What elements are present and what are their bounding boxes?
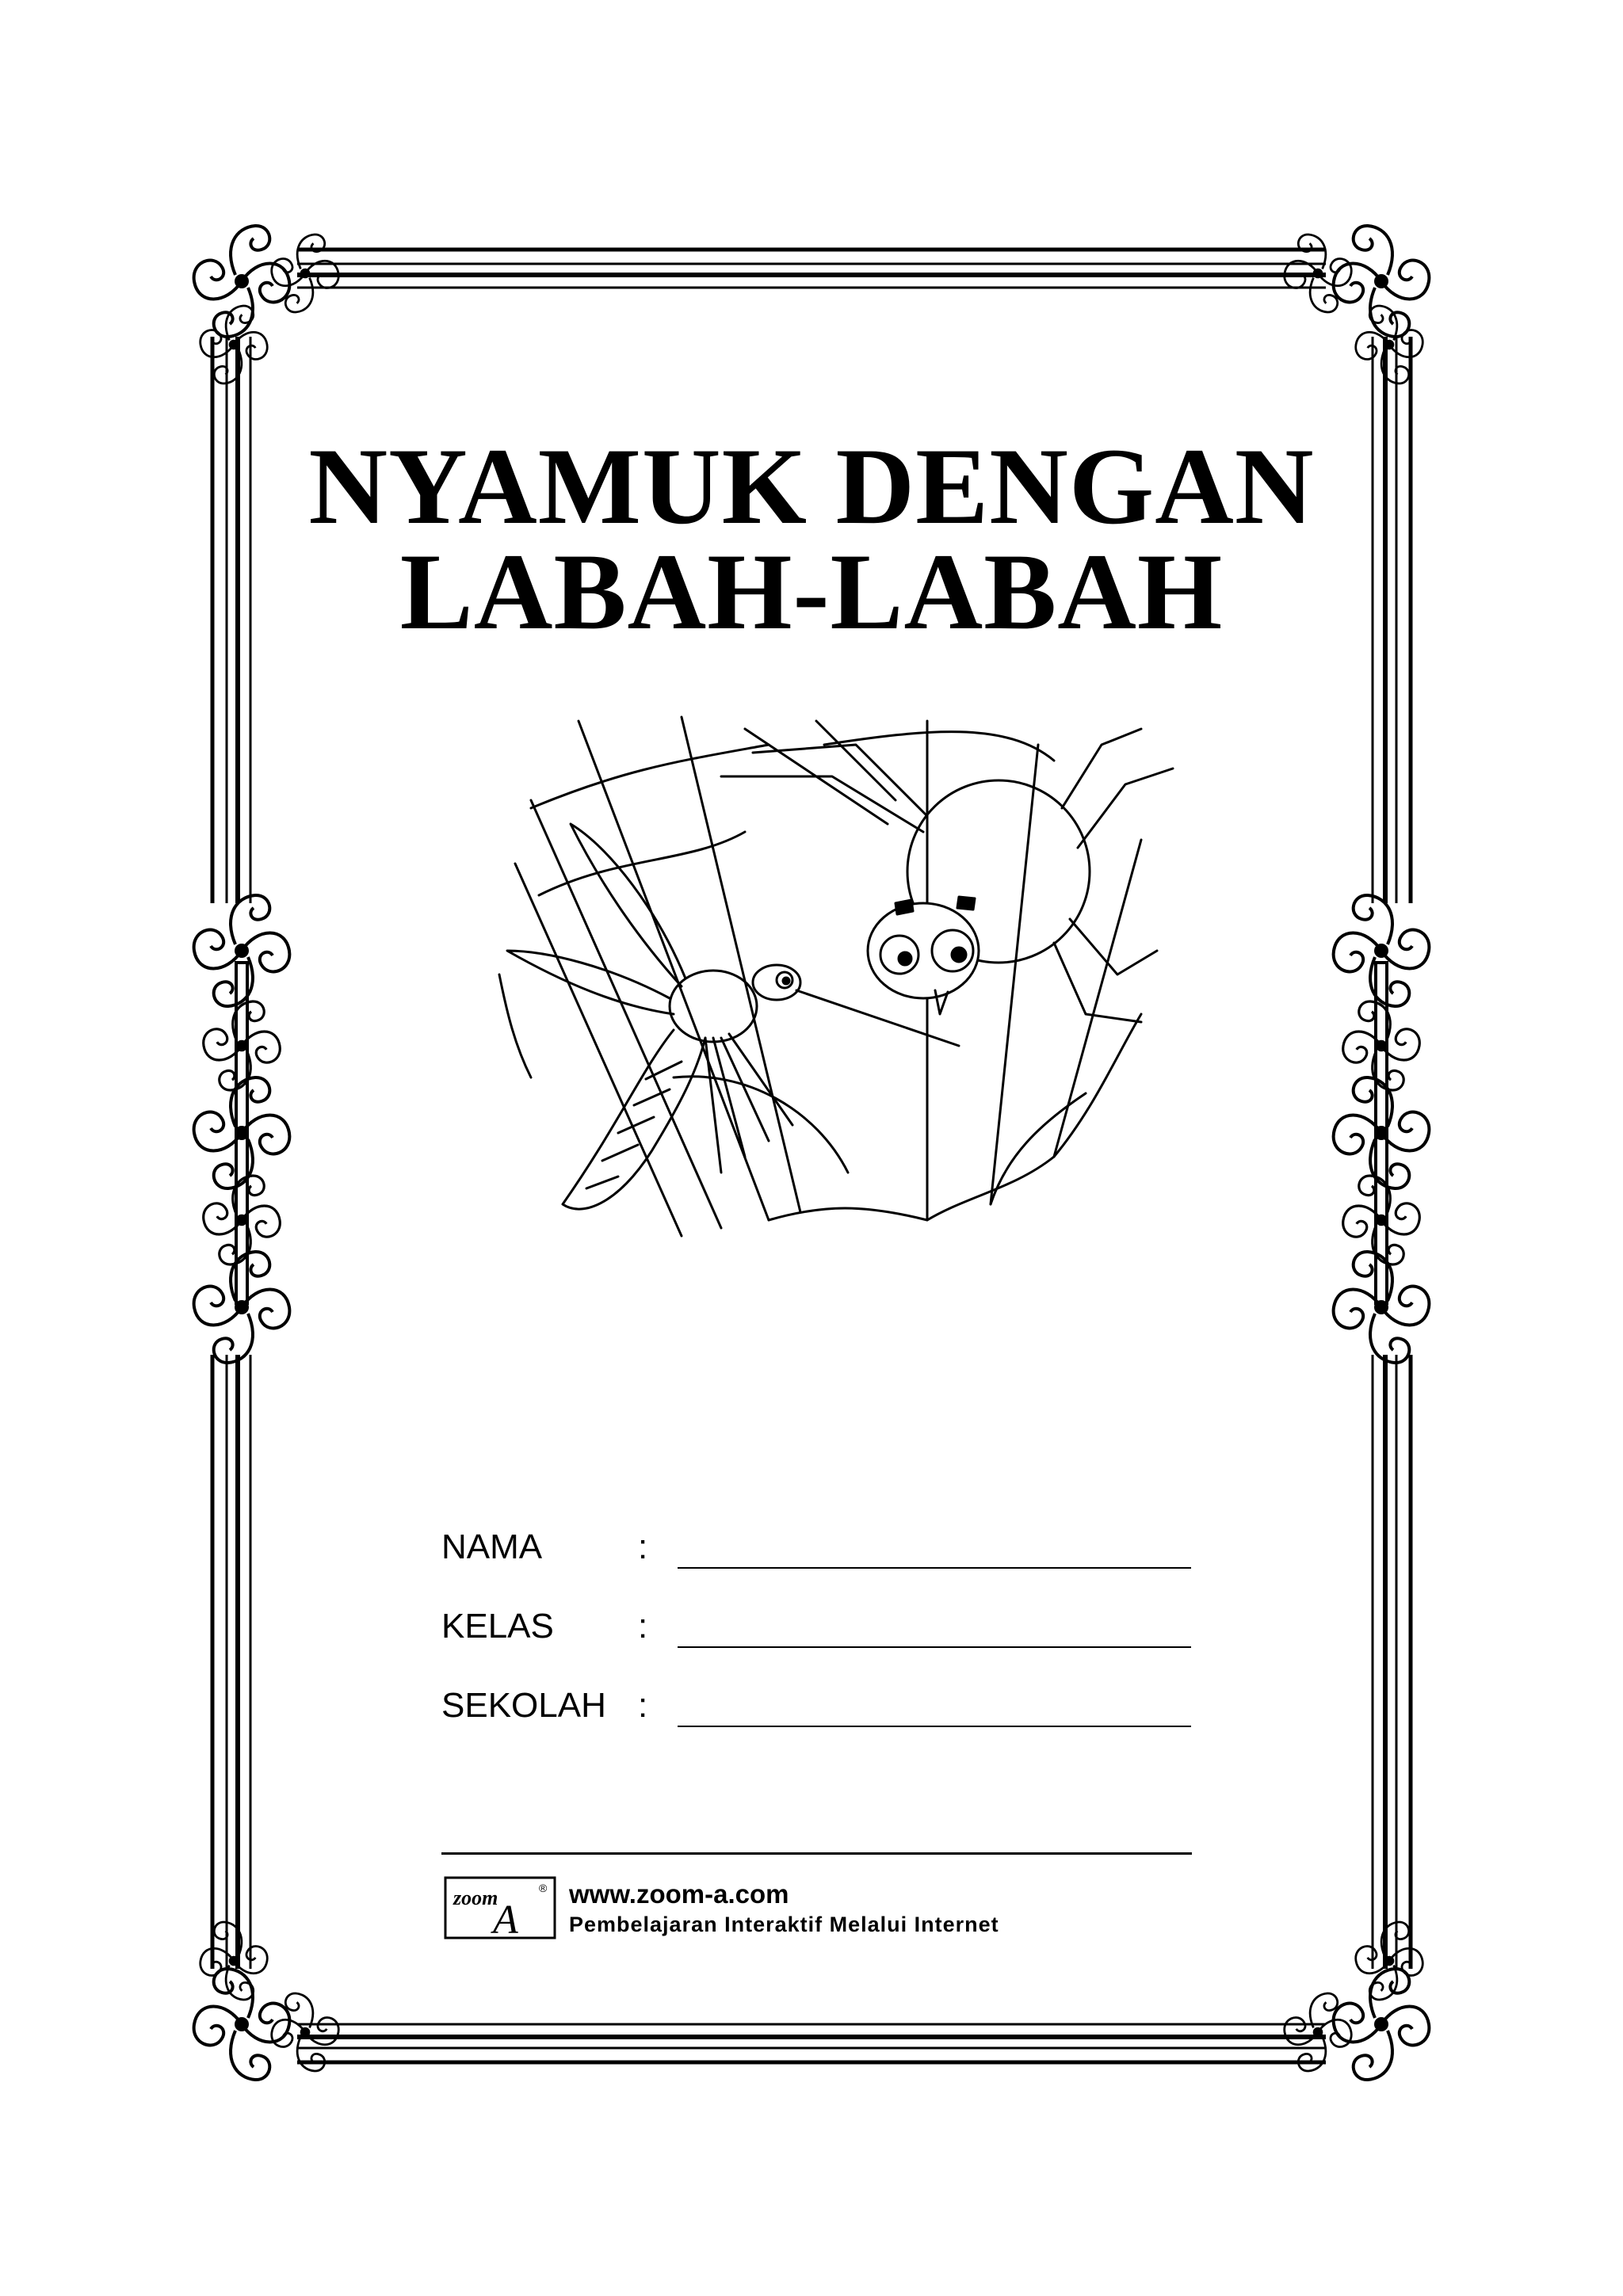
side-ornament-right <box>1330 895 1433 1363</box>
nama-input-line[interactable] <box>678 1567 1191 1569</box>
title-line-2: LABAH-LABAH <box>399 531 1224 652</box>
zoom-a-logo <box>444 1876 556 1939</box>
nama-label: NAMA <box>441 1527 543 1566</box>
website-link[interactable]: www.zoom-a.com <box>569 1879 789 1909</box>
kelas-input-line[interactable] <box>678 1646 1191 1648</box>
sekolah-input-line[interactable] <box>678 1726 1191 1727</box>
logo-letter: A <box>493 1897 518 1939</box>
sekolah-colon: : <box>638 1686 648 1725</box>
mosquito-and-spider-illustration <box>483 713 1181 1283</box>
sekolah-label: SEKOLAH <box>441 1686 606 1725</box>
corner-ornament-bottom-left <box>186 1922 338 2080</box>
corner-ornament-bottom-right <box>1285 1922 1437 2080</box>
nama-colon: : <box>638 1527 648 1566</box>
footer-tagline: Pembelajaran Interaktif Melalui Internet <box>569 1913 999 1936</box>
footer-divider <box>441 1852 1192 1855</box>
logo-wordmark: zoom <box>453 1886 498 1909</box>
title-line-1: NYAMUK DENGAN <box>308 425 1315 547</box>
kelas-label: KELAS <box>441 1607 554 1646</box>
kelas-colon: : <box>638 1607 648 1646</box>
registered-mark: ® <box>539 1882 548 1894</box>
side-ornament-left <box>190 895 293 1363</box>
